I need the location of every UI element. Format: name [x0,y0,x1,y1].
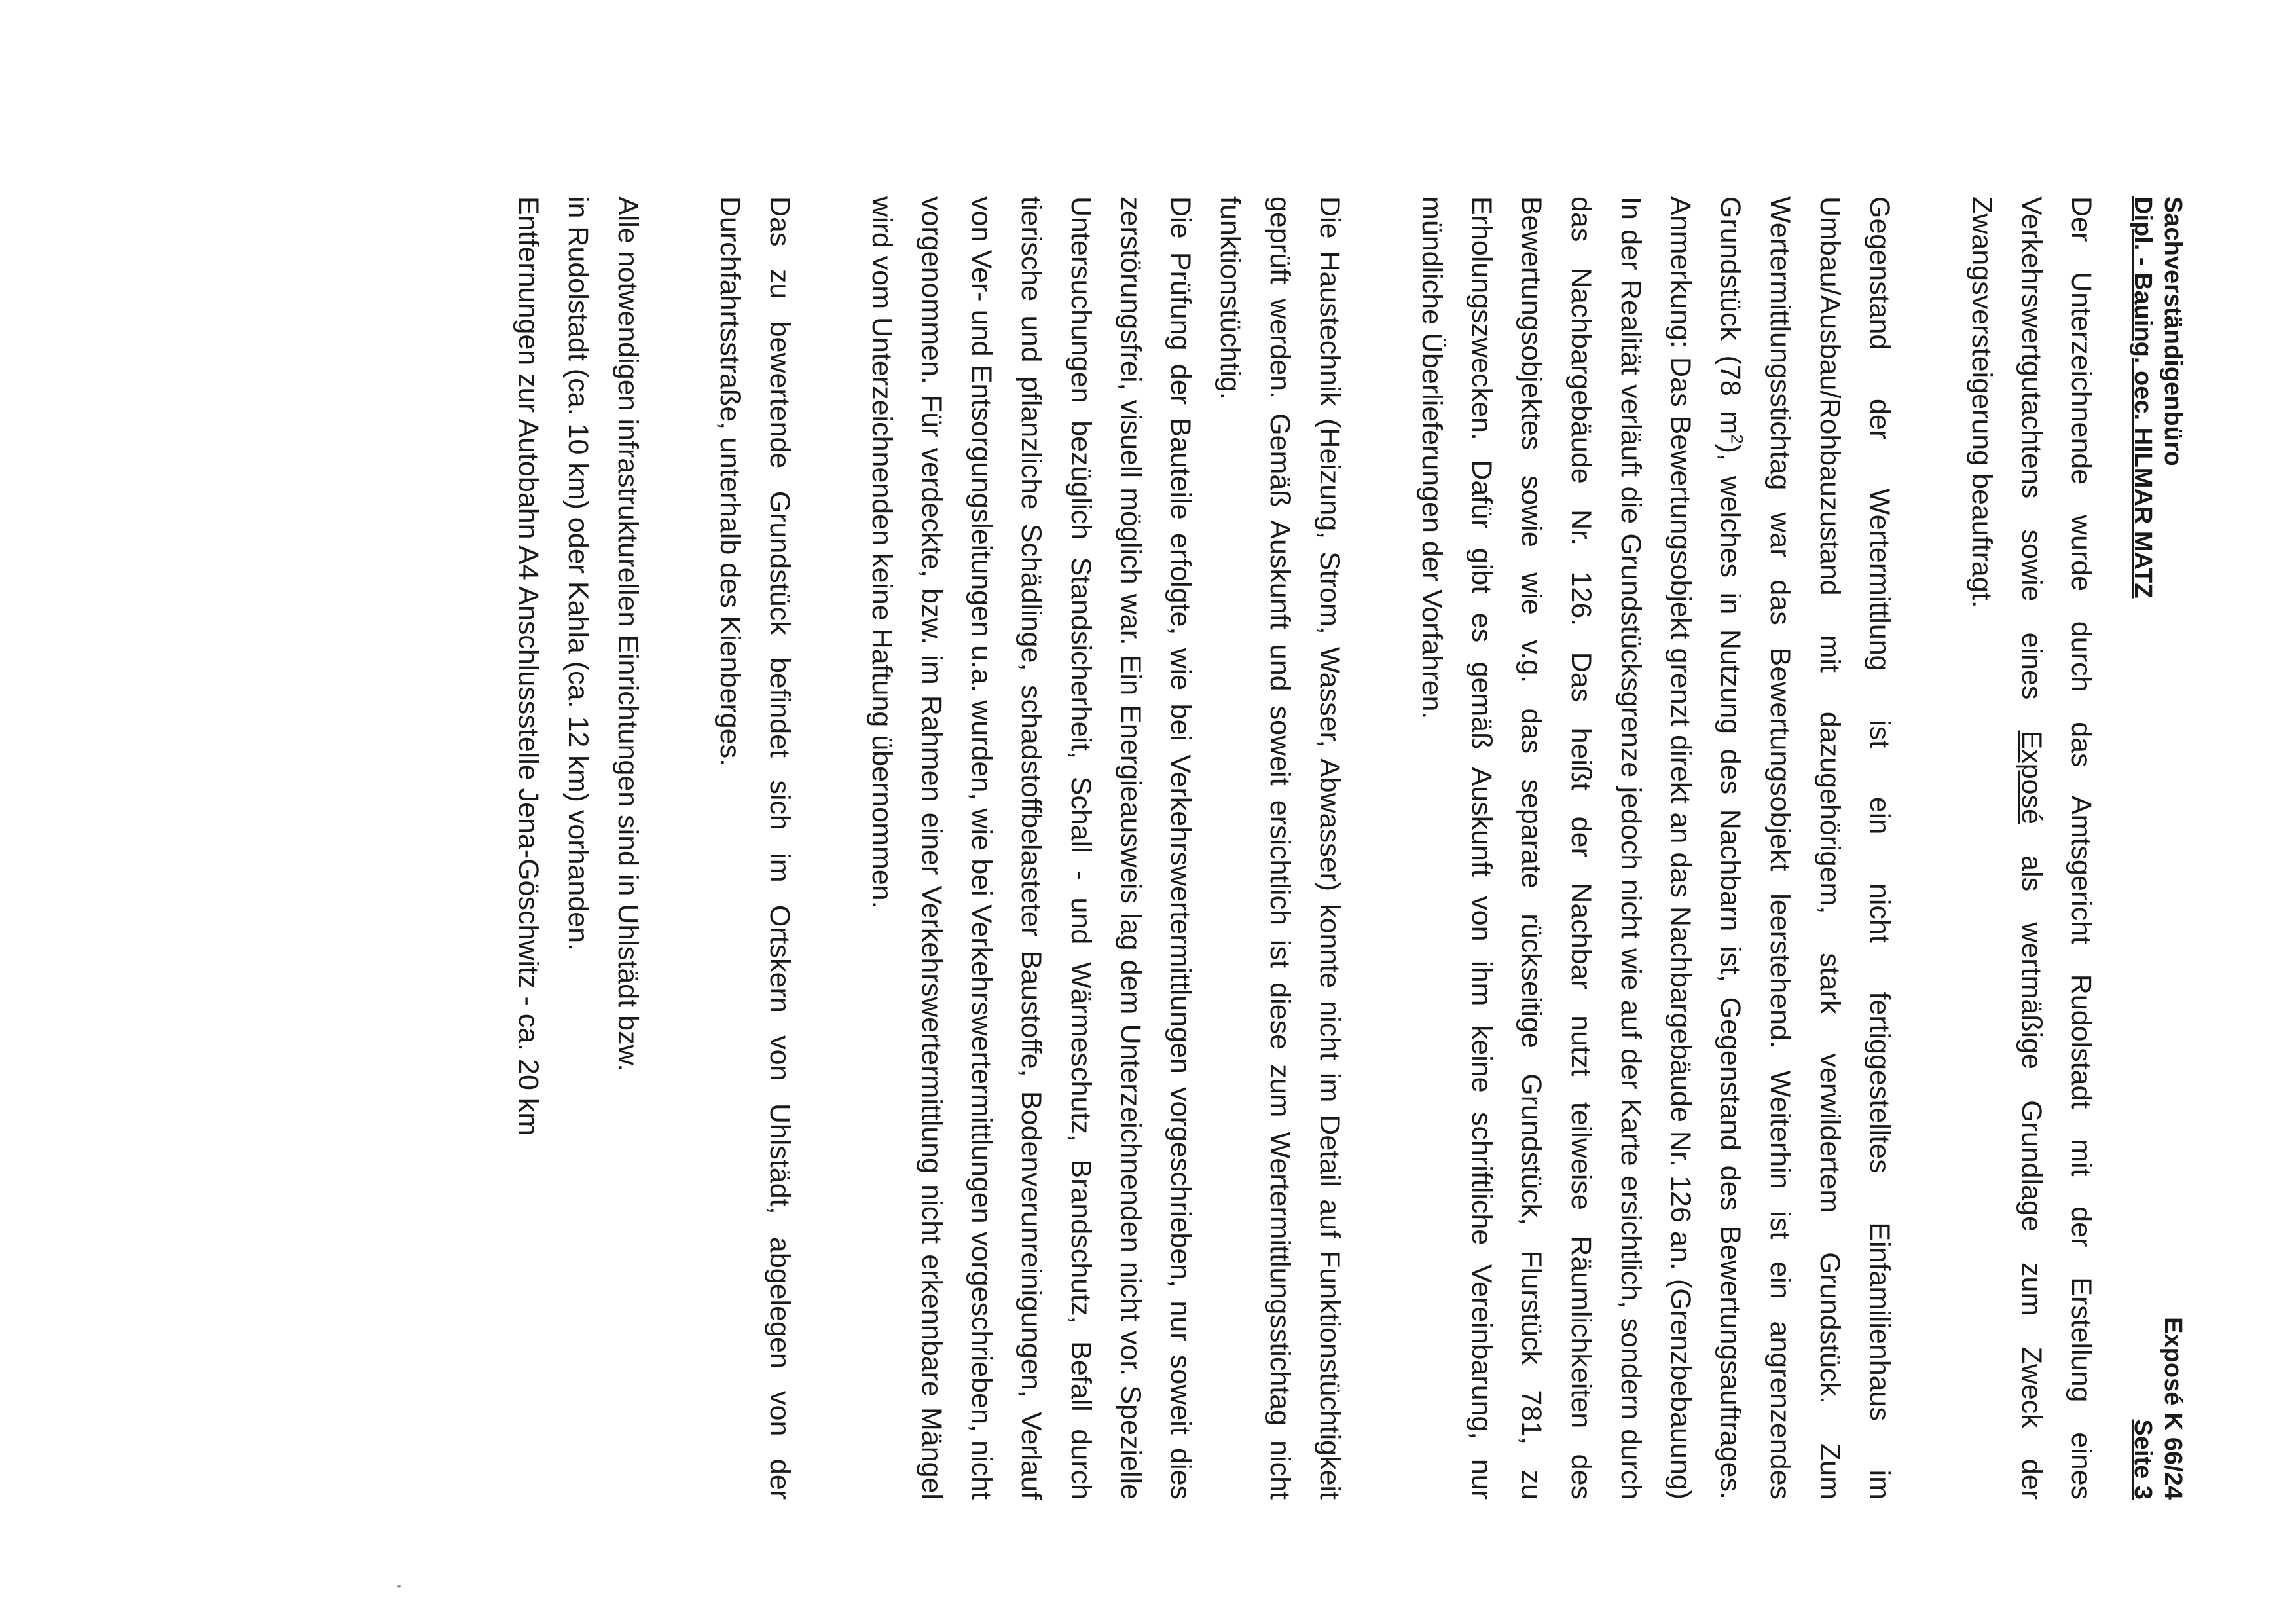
author-name: Dipl. - Bauing. oec. HILMAR MATZ [2129,196,2157,599]
paragraph-text: als wertmäßige Grundlage zum Zweck der Zwangsversteigerung beauftragt. [1966,196,2047,1500]
paragraph-text: Gegenstand der Wertermittlung ist ein nicht fertiggestelltes Einfamilienhaus im Umbau/Ausbau/Rohbauzustand mit dazugehörigem, stark verwildertem Grundstück. Zum Wertermittlungsstichtag war das Bewertungsobjekt leerstehend. Weiterhin ist ein angrenzendes Grundstück (78 m [1715,196,1895,1500]
header-row-top [2158,196,2188,1500]
expose-link: Exposé [2016,730,2047,824]
header-row-bottom [2128,196,2158,1500]
paragraph-location: Das zu bewertende Grundstück befindet sich im Ortskern von Uhlstädt, abgelegen von der Durchfahrtsstraße, unterhalb des Kienberges. [714,196,795,1500]
paragraph-technology [857,196,1355,1500]
paragraph-subject [1407,196,1904,1500]
paragraph-text: Die Prüfung der Bauteile erfolgte, wie bei Verkehrswertermittlungen vorgeschrieben, nur soweit dies zerstörungsfrei, visuell möglich war. Ein Energieausweis lag dem Unterzeichnenden nicht vor. Spezielle Untersuchungen bezüglich Standsicherheit, Schall - und Wärmeschutz, Brandschutz, Befall durch tierische und pflanzliche Schädlinge, schadstoffbelasteter Baustoffe, Bodenverunreinigungen, Verlauf von Ver- und Entsorgungsleitungen u.a. wurden, wie bei Verkehrswertermittlungen vorgeschrieben, nicht vorgenommen. Für verdeckte, bzw. im Rahmen einer Verkehrswertermittlung nicht erkennbare Mängel wird vom Unterzeichnenden keine Haftung übernommen. [866,196,1196,1500]
paragraph-text: Die Haustechnik (Heizung, Strom, Wasser, Abwasser) konnte nicht im Detail auf Funktionstüchtigkeit geprüft werden. Gemäß Auskunft und soweit ersichtlich ist diese zum Wertermittlungsstichtag nicht funktionstüchtig. [1214,196,1345,1500]
paragraph-text: ), welches in Nutzung des Nachbarn ist, Gegenstand des Bewertungsauftrages. Anmerkung: Das Bewertungsobjekt grenzt direkt an das Nachbargebäude Nr. 126 an. (Grenzbebauung) In der Realität verläuft die Grundstücksgrenze jedoch nicht wie auf der Karte ersichtlich, sondern durch das Nachbargebäude Nr. 126. Das heißt der Nachbar nutzt teilweise Räumlichkeiten des Bewertungsobjektes sowie wie v.g. das separate rückseitige Grundstück, Flurstück 781, zu Erholungszwecken. Dafür gibt es gemäß Auskunft von ihm keine schriftliche Vereinbarung, nur mündliche Überlieferungen der Vorfahren. [1416,196,1746,1500]
paragraph-line: in Rudolstadt (ca. 10 km) oder Kahla (ca. 12 km) vorhanden. [562,196,594,951]
document-body [503,196,2106,1500]
page-number: Seite 3 [2129,1419,2157,1500]
paragraph-line: Entfernungen zur Autobahn A4 Anschlussstelle Jena-Göschwitz - ca. 20 km [513,196,544,1136]
office-name: Sachverständigenbüro [2159,196,2187,466]
scan-speck [397,1585,401,1588]
expose-reference: Exposé K 66/24 [2159,1317,2187,1500]
superscript: 2 [1727,434,1747,444]
page-header [2128,196,2188,1500]
paragraph-infrastructure [503,196,653,1500]
paragraph-text: Der Unterzeichnende wurde durch das Amtsgericht Rudolstadt mit der Erstellung eines Verkehrswertgutachtens sowie eines [2016,196,2097,1500]
paragraph-commission [1957,196,2106,1500]
paragraph-line: Alle notwendigen infrastrukturellen Einrichtungen sind in Uhlstädt bzw. [612,196,644,1072]
